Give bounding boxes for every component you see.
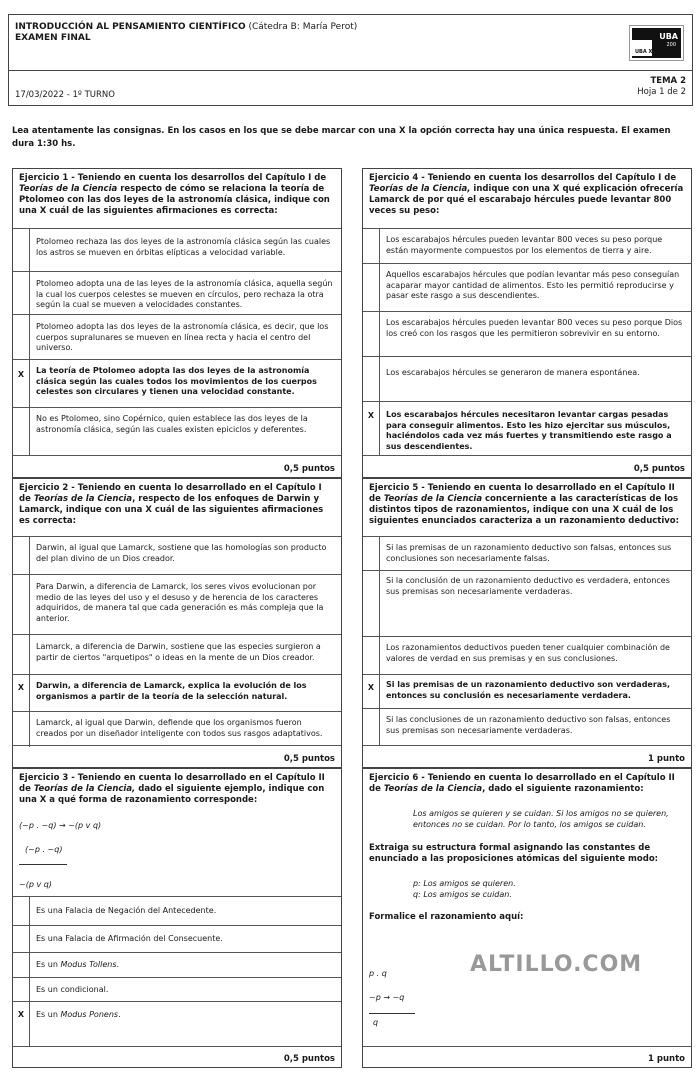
answer-bar [369,1013,415,1014]
exercise-4 [362,168,692,478]
extract-instruction: Extraiga su estructura formal asignando las constantes de enunciado a las proposiciones atómicas del siguiente modo: [369,843,659,864]
exercise-6-points: 1 punto [363,1046,691,1069]
formula-conclusion: ~(p v q) [19,880,52,889]
tema-info [637,76,686,98]
answer-box[interactable] [13,926,30,952]
option-text: Si las premisas de un razonamiento deductivo son falsas, entonces sus conclusiones son necesariamente falsas. [386,543,672,563]
watermark: ALTILLO.COM [470,952,643,977]
exercise-2-option-3[interactable] [13,634,341,674]
answer-box[interactable]: X [363,402,380,455]
exercise-5-option-1[interactable] [363,536,691,570]
exercise-3-option-1[interactable] [13,896,341,925]
exercise-2-option-4[interactable] [13,674,341,711]
exercise-3-points: 0,5 puntos [13,1046,341,1069]
exercise-1-option-3[interactable] [13,314,341,359]
exercise-1-option-5[interactable] [13,407,341,455]
exercise-4-question: Ejercicio 4 - Teniendo en cuenta los desarrollos del Capítulo I de Teorías de la Ciencia, indique con una X qué explicación ofrecería Lamarck de por qué el escarabajo hércules puede levantar 800 veces su peso: [369,173,684,216]
option-text: Ptolomeo adopta las dos leyes de la astronomía clásica, es decir, que los cuerpos supralunares se mueven en línea recta y hacia el centro del universo. [36,322,329,352]
header-title [15,22,357,44]
exercise-1-option-4[interactable] [13,359,341,407]
answer-box[interactable] [13,635,30,674]
header-divider [9,70,692,71]
answer-conclusion: q [373,1018,379,1027]
answer-box[interactable] [363,571,380,636]
answer-box[interactable] [13,272,30,314]
exam-date: 17/03/2022 - 1º TURNO [15,90,115,100]
exercise-3-option-5[interactable] [13,1001,341,1046]
formula-premise: (~p . ~q) [25,845,63,854]
option-text: Es un condicional. [36,985,109,994]
logo-text: UBA [659,32,678,41]
answer-premise-1: p . q [369,969,387,978]
answer-box[interactable] [13,575,30,634]
exercise-5-option-3[interactable] [363,636,691,674]
answer-box[interactable] [13,315,30,359]
option-text: La teoría de Ptolomeo adopta las dos leyes de la astronomía clásica según las cuales todos los movimientos de los cuerpos celestes son circulares y tienen una velocidad constante. [36,366,317,396]
option-text: Los escarabajos hércules pueden levantar 800 veces su peso porque están mayormente compuestos por los elementos de tierra y aire. [386,235,663,255]
answer-box[interactable] [13,953,30,977]
answer-box[interactable] [363,357,380,401]
option-text: Darwin, al igual que Lamarck, sostiene que las homologías son producto del plan divino de un Dios creador. [36,543,327,563]
exercise-1 [12,168,342,478]
exercise-5-question: Ejercicio 5 - Teniendo en cuenta lo desarrollado en el Capítulo II de Teorías de la Ciencia concerniente a las características de los distintos tipos de razonamientos, indique con una X cuál de los siguientes enunciados caracteriza a un razonamiento deductivo: [369,483,680,526]
option-text: Ptolomeo rechaza las dos leyes de la astronomía clásica según las cuales los astros se mueven en órbitas elípticas a velocidad variable. [36,237,331,257]
exercise-2-option-5[interactable] [13,711,341,747]
uba-logo [629,25,684,61]
exercise-6 [362,768,692,1068]
exercise-4-option-5[interactable] [363,401,691,455]
uba-logo-icon [632,28,681,58]
exercise-2-points: 0,5 puntos [13,745,341,769]
option-text: Darwin, a diferencia de Lamarck, explica la evolución de los organismos a partir de la teoría de la selección natural. [36,681,307,701]
p-definition: p: Los amigos se quieren. [413,879,516,888]
exercise-5-points: 1 punto [363,745,691,769]
answer-box[interactable]: X [13,1002,30,1046]
exercise-4-points: 0,5 puntos [363,455,691,479]
option-text: Si las premisas de un razonamiento deductivo son verdaderas, entonces su conclusión es necesariamente verdadera. [386,680,670,700]
exercise-1-option-1[interactable] [13,228,341,271]
formula-conditional: (~p . ~q) → ~(p v q) [19,821,102,830]
answer-box[interactable]: X [13,675,30,711]
option-text: Si la conclusión de un razonamiento deductivo es verdadera, entonces sus premisas son necesariamente verdaderas. [386,576,670,596]
course-chair: (Cátedra B: María Perot) [245,22,358,32]
formula-bar [19,864,67,865]
exercise-2-option-1[interactable] [13,536,341,574]
option-text: No es Ptolomeo, sino Copérnico, quien establece las dos leyes de la astronomía clásica, según las cuales existen epiciclos y deferentes. [36,414,308,434]
answer-box[interactable]: X [13,360,30,407]
exercise-3-option-3[interactable] [13,952,341,977]
argument-quote: Los amigos se quieren y se cuidan. Si los amigos no se quieren, entonces no se cuidan. Por lo tanto, los amigos se cuidan. [413,809,669,829]
exercise-1-points: 0,5 puntos [13,455,341,479]
exercise-3-question: Ejercicio 3 - Teniendo en cuenta lo desarrollado en el Capítulo II de Teorías de la Ciencia, dado el siguiente ejemplo, indique con una X a qué forma de razonamiento corresponde: [19,773,325,805]
exercise-2 [12,478,342,768]
exercise-3-option-4[interactable] [13,977,341,1001]
exercise-6-question: Ejercicio 6 - Teniendo en cuenta lo desarrollado en el Capítulo II de Teorías de la Ciencia, dado el siguiente razonamiento: [369,773,675,794]
exercise-1-question: Ejercicio 1 - Teniendo en cuenta los desarrollos del Capítulo I de Teorías de la Ciencia respecto de cómo se relaciona la teoría de Ptolomeo con las dos leyes de la astronomía clásica, indique con una X cuál de las siguientes afirmaciones es correcta: [19,173,330,216]
exercise-3 [12,768,342,1068]
exercise-4-option-3[interactable] [363,311,691,356]
exam-type: EXAMEN FINAL [15,33,91,43]
option-text: Los escarabajos hércules se generaron de manera espontánea. [386,368,640,377]
answer-box[interactable] [13,408,30,455]
q-definition: q: Los amigos se cuidan. [413,890,512,899]
option-text: Aquellos escarabajos hércules que podían levantar más peso conseguían acaparar mayor cantidad de alimentos. Esto les permitió reproducirse y pasar este rasgo a sus descendientes. [386,270,680,300]
option-text: Ptolomeo adopta una de las leyes de la astronomía clásica, aquella según la cual los cuerpos celestes se mueven en círculos, pero rechaza la otra según la cual se mueven a velocidades constantes. [36,279,333,309]
formalize-instruction: Formalice el razonamiento aquí: [369,912,524,922]
answer-box[interactable] [363,312,380,356]
sheet-label: Hoja 1 de 2 [637,87,686,97]
exercise-2-option-2[interactable] [13,574,341,634]
option-text: Es un Modus Ponens. [36,1010,121,1019]
instructions: Lea atentamente las consignas. En los casos en los que se debe marcar con una X la opción correcta hay una única respuesta. El examen dura 1:30 hs. [12,126,671,149]
answer-premise-2: ~p → ~q [369,993,405,1002]
exercise-1-option-2[interactable] [13,271,341,314]
option-text: Los razonamientos deductivos pueden tener cualquier combinación de valores de verdad en sus premisas y en sus conclusiones. [386,643,670,663]
exercise-4-option-4[interactable] [363,356,691,401]
answer-box[interactable] [363,537,380,570]
option-text: Lamarck, a diferencia de Darwin, sostiene que las especies surgieron a partir de ciertos "arquetipos" o ideas en la mente de un Dios creador. [36,642,321,662]
option-text: Es una Falacia de Afirmación del Consecuente. [36,934,223,943]
answer-box[interactable] [363,264,380,311]
exercise-5 [362,478,692,768]
exam-header [8,14,693,106]
logo-sub: 200 [666,42,676,48]
logo-xxi: UBA XXI [635,49,659,55]
exercise-4-option-2[interactable] [363,263,691,311]
exercise-5-option-2[interactable] [363,570,691,636]
answer-box[interactable] [13,897,30,925]
answer-box[interactable] [363,637,380,674]
answer-box[interactable] [13,978,30,1001]
option-text: Es una Falacia de Negación del Antecedente. [36,906,217,915]
option-text: Lamarck, al igual que Darwin, defiende que los organismos fueron creados por un diseñador inteligente con todos sus rasgos adaptativos. [36,718,323,738]
option-text: Los escarabajos hércules necesitaron levantar cargas pesadas para conseguir alimentos. Esto les hizo ejercitar sus músculos, haciéndolos cada vez más fuertes y transmitiendo este rasgo a sus descendientes. [386,410,672,451]
answer-box[interactable]: X [363,675,380,708]
answer-box[interactable] [13,537,30,574]
exercise-3-option-2[interactable] [13,925,341,952]
exercise-4-option-1[interactable] [363,228,691,263]
answer-box[interactable] [363,229,380,263]
exercise-5-option-4[interactable] [363,674,691,708]
course-name: INTRODUCCIÓN AL PENSAMIENTO CIENTÍFICO [15,22,246,32]
answer-box[interactable] [13,712,30,747]
answer-box[interactable] [363,709,380,745]
answer-box[interactable] [13,229,30,271]
option-text: Para Darwin, a diferencia de Lamarck, los seres vivos evolucionan por medio de las leyes del uso y el desuso y de herencia de los caracteres adquiridos, de manera tal que cada generación es más compleja que la anterior. [36,582,324,623]
option-text: Si las conclusiones de un razonamiento deductivo son falsas, entonces sus premisas son necesariamente verdaderas. [386,715,671,735]
option-text: Es un Modus Tollens. [36,960,120,969]
exercise-2-question: Ejercicio 2 - Teniendo en cuenta lo desarrollado en el Capítulo I de Teorías de la Ciencia, respecto de los enfoques de Darwin y Lamarck, indique con una X cuál de las siguientes afirmaciones es correcta: [19,483,324,526]
tema-label: TEMA 2 [650,76,686,86]
option-text: Los escarabajos hércules pueden levantar 800 veces su peso porque Dios los creó con los rasgos que les permitieron sobrevivir en su entorno. [386,318,683,338]
exercise-5-option-5[interactable] [363,708,691,745]
